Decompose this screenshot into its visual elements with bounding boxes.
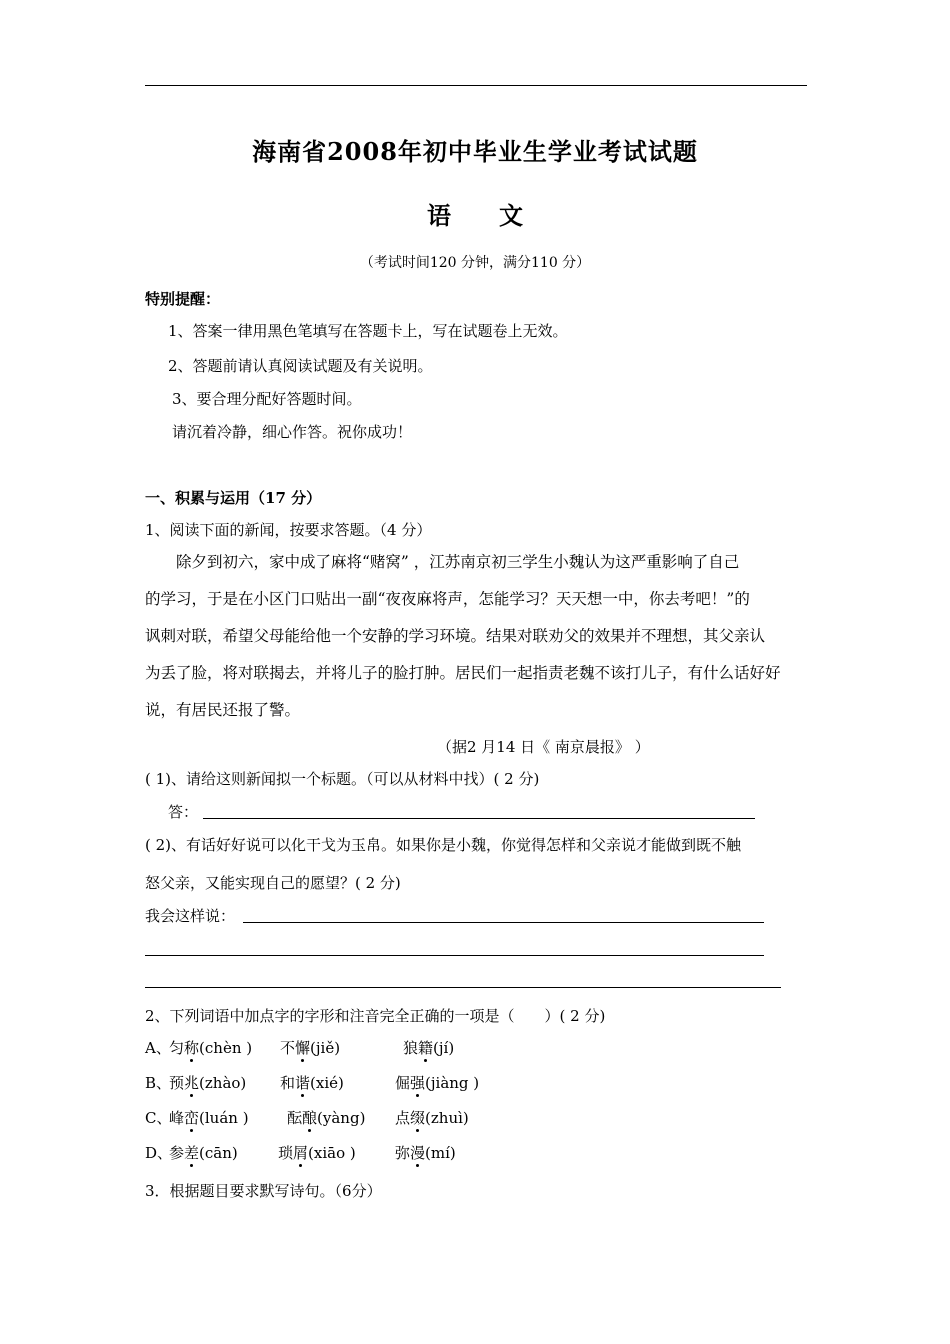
exam-note: （考试时间120 分钟，满分110 分）	[359, 255, 591, 271]
subject-title	[0, 196, 950, 231]
reminder-heading: 特别提醒：	[145, 290, 221, 308]
option-word-3: 倔强(jiàng )	[395, 1074, 480, 1092]
section-heading: 一、积累与运用（17 分）	[145, 489, 322, 507]
news-source: （据2 月14 日《 南京晨报》 ）	[437, 738, 650, 756]
option-word-2: 酝酿(yàng)	[287, 1109, 366, 1127]
option-letter: C、	[145, 1109, 172, 1127]
subject-char-2: 文	[499, 201, 523, 230]
answer-line[interactable]	[203, 818, 755, 819]
option-word-1: 峰峦(luán )	[169, 1109, 249, 1127]
option-letter: D、	[145, 1144, 173, 1162]
news-passage	[145, 544, 807, 729]
question-1-prompt: 1、阅读下面的新闻，按要求答题。（4 分）	[145, 521, 432, 539]
say-label: 我会这样说：	[145, 907, 236, 925]
answer-line[interactable]	[145, 987, 781, 988]
answer-label: 答：	[168, 803, 199, 821]
subject-char-1: 语	[427, 201, 451, 230]
option-letter: A、	[145, 1039, 171, 1057]
option-word-3: 点缀(zhuì)	[395, 1109, 469, 1127]
option-word-3: 弥漫(mí)	[395, 1144, 456, 1162]
sub-question-2: ( 2)、有话好好说可以化干戈为玉帛。如果你是小魏，你觉得怎样和父亲说才能做到既不触	[145, 836, 742, 854]
option-word-1: 参差(cān)	[169, 1144, 238, 1162]
option-word-2: 琐屑(xiāo )	[278, 1144, 356, 1162]
header-rule	[145, 85, 807, 86]
reminder-item: 请沉着冷静，细心作答。祝你成功！	[172, 423, 413, 441]
option-word-1: 匀称(chèn )	[169, 1039, 253, 1057]
option-letter: B、	[145, 1074, 172, 1092]
passage-line: 讽刺对联，希望父母能给他一个安静的学习环境。结果对联劝父的效果并不理想，其父亲认	[145, 627, 766, 645]
exam-title: 海南省2008年初中毕业生学业考试试题	[252, 137, 698, 166]
option-word-1: 预兆(zhào)	[169, 1074, 247, 1092]
reminder-item: 2、答题前请认真阅读试题及有关说明。	[168, 357, 433, 375]
question-3-prompt: 3．根据题目要求默写诗句。（6分）	[145, 1182, 382, 1200]
option-word-2: 不懈(jiě)	[280, 1039, 341, 1057]
sub-question-2-cont: 怒父亲，又能实现自己的愿望？( 2 分)	[145, 874, 401, 892]
passage-line: 除夕到初六，家中成了麻将“赌窝” ，江苏南京初三学生小魏认为这严重影响了自己	[176, 553, 740, 571]
sub-question-1: ( 1)、请给这则新闻拟一个标题。（可以从材料中找）( 2 分)	[145, 770, 540, 788]
passage-line: 为丢了脸，将对联揭去，并将儿子的脸打肿。居民们一起指责老魏不该打儿子，有什么话好好	[145, 664, 781, 682]
passage-line: 的学习，于是在小区门口贴出一副“夜夜麻将声，怎能学习？天天想一中，你去考吧！”的	[145, 590, 750, 608]
passage-line: 说，有居民还报了警。	[145, 701, 301, 719]
reminder-item: 1、答案一律用黑色笔填写在答题卡上，写在试题卷上无效。	[168, 322, 568, 340]
answer-line[interactable]	[243, 922, 764, 923]
option-word-2: 和谐(xié)	[280, 1074, 344, 1092]
option-word-3: 狼籍(jí)	[403, 1039, 455, 1057]
reminder-item: 3、要合理分配好答题时间。	[172, 390, 362, 408]
question-2-prompt: 2、下列词语中加点字的字形和注音完全正确的一项是（ ）( 2 分)	[145, 1007, 606, 1025]
answer-line[interactable]	[145, 955, 764, 956]
